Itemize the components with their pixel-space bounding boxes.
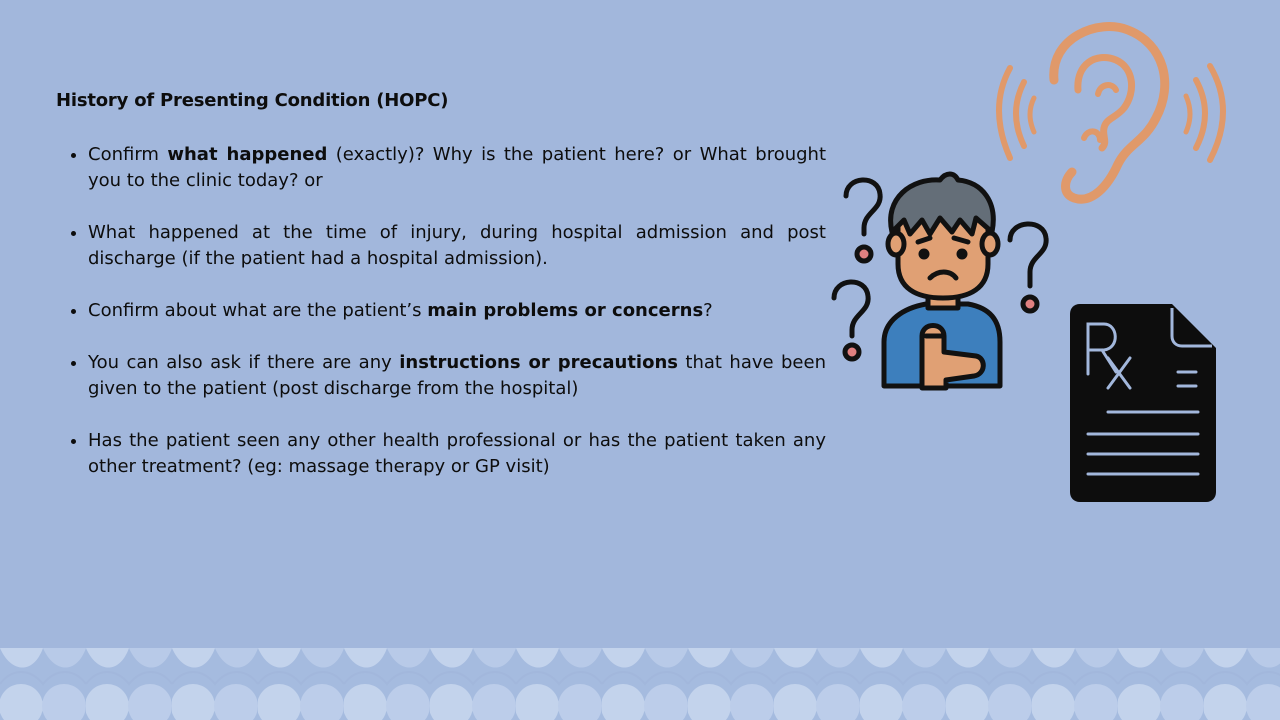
bullet-text: What happened at the time of injury, during hospital admission and post discharge (if the patient had a hospital admission). [88, 222, 826, 269]
bullet-item [88, 428, 826, 480]
bullet-list [68, 142, 826, 506]
bullet-text: Has the patient seen any other health professional or has the patient taken any other treatment? (eg: massage therapy or GP visit) [88, 430, 826, 477]
bullet-emphasis: main problems or concerns [427, 300, 704, 321]
confused-person-icon [826, 166, 1056, 394]
bullet-item [88, 220, 826, 272]
bullet-emphasis: instructions or precautions [399, 352, 678, 373]
bullet-emphasis: what happened [167, 144, 328, 165]
bullet-text: You can also ask if there are any [88, 352, 400, 373]
slide-title: History of Presenting Condition (HOPC) [56, 90, 449, 111]
bullet-item [88, 142, 826, 194]
prescription-rx-icon [1068, 302, 1218, 504]
bullet-text: ? [703, 300, 713, 321]
decorative-scale-pattern [0, 648, 1280, 720]
bullet-text: that have been given to the patient (post discharge from the hospital) [88, 352, 826, 399]
bullet-item [88, 298, 826, 324]
bullet-text: Confirm [88, 144, 168, 165]
bullet-text: Confirm about what are the patient’s [88, 300, 428, 321]
bullet-text: (exactly)? Why is the patient here? or What brought you to the clinic today? or [88, 144, 827, 191]
bullet-item [88, 350, 826, 402]
